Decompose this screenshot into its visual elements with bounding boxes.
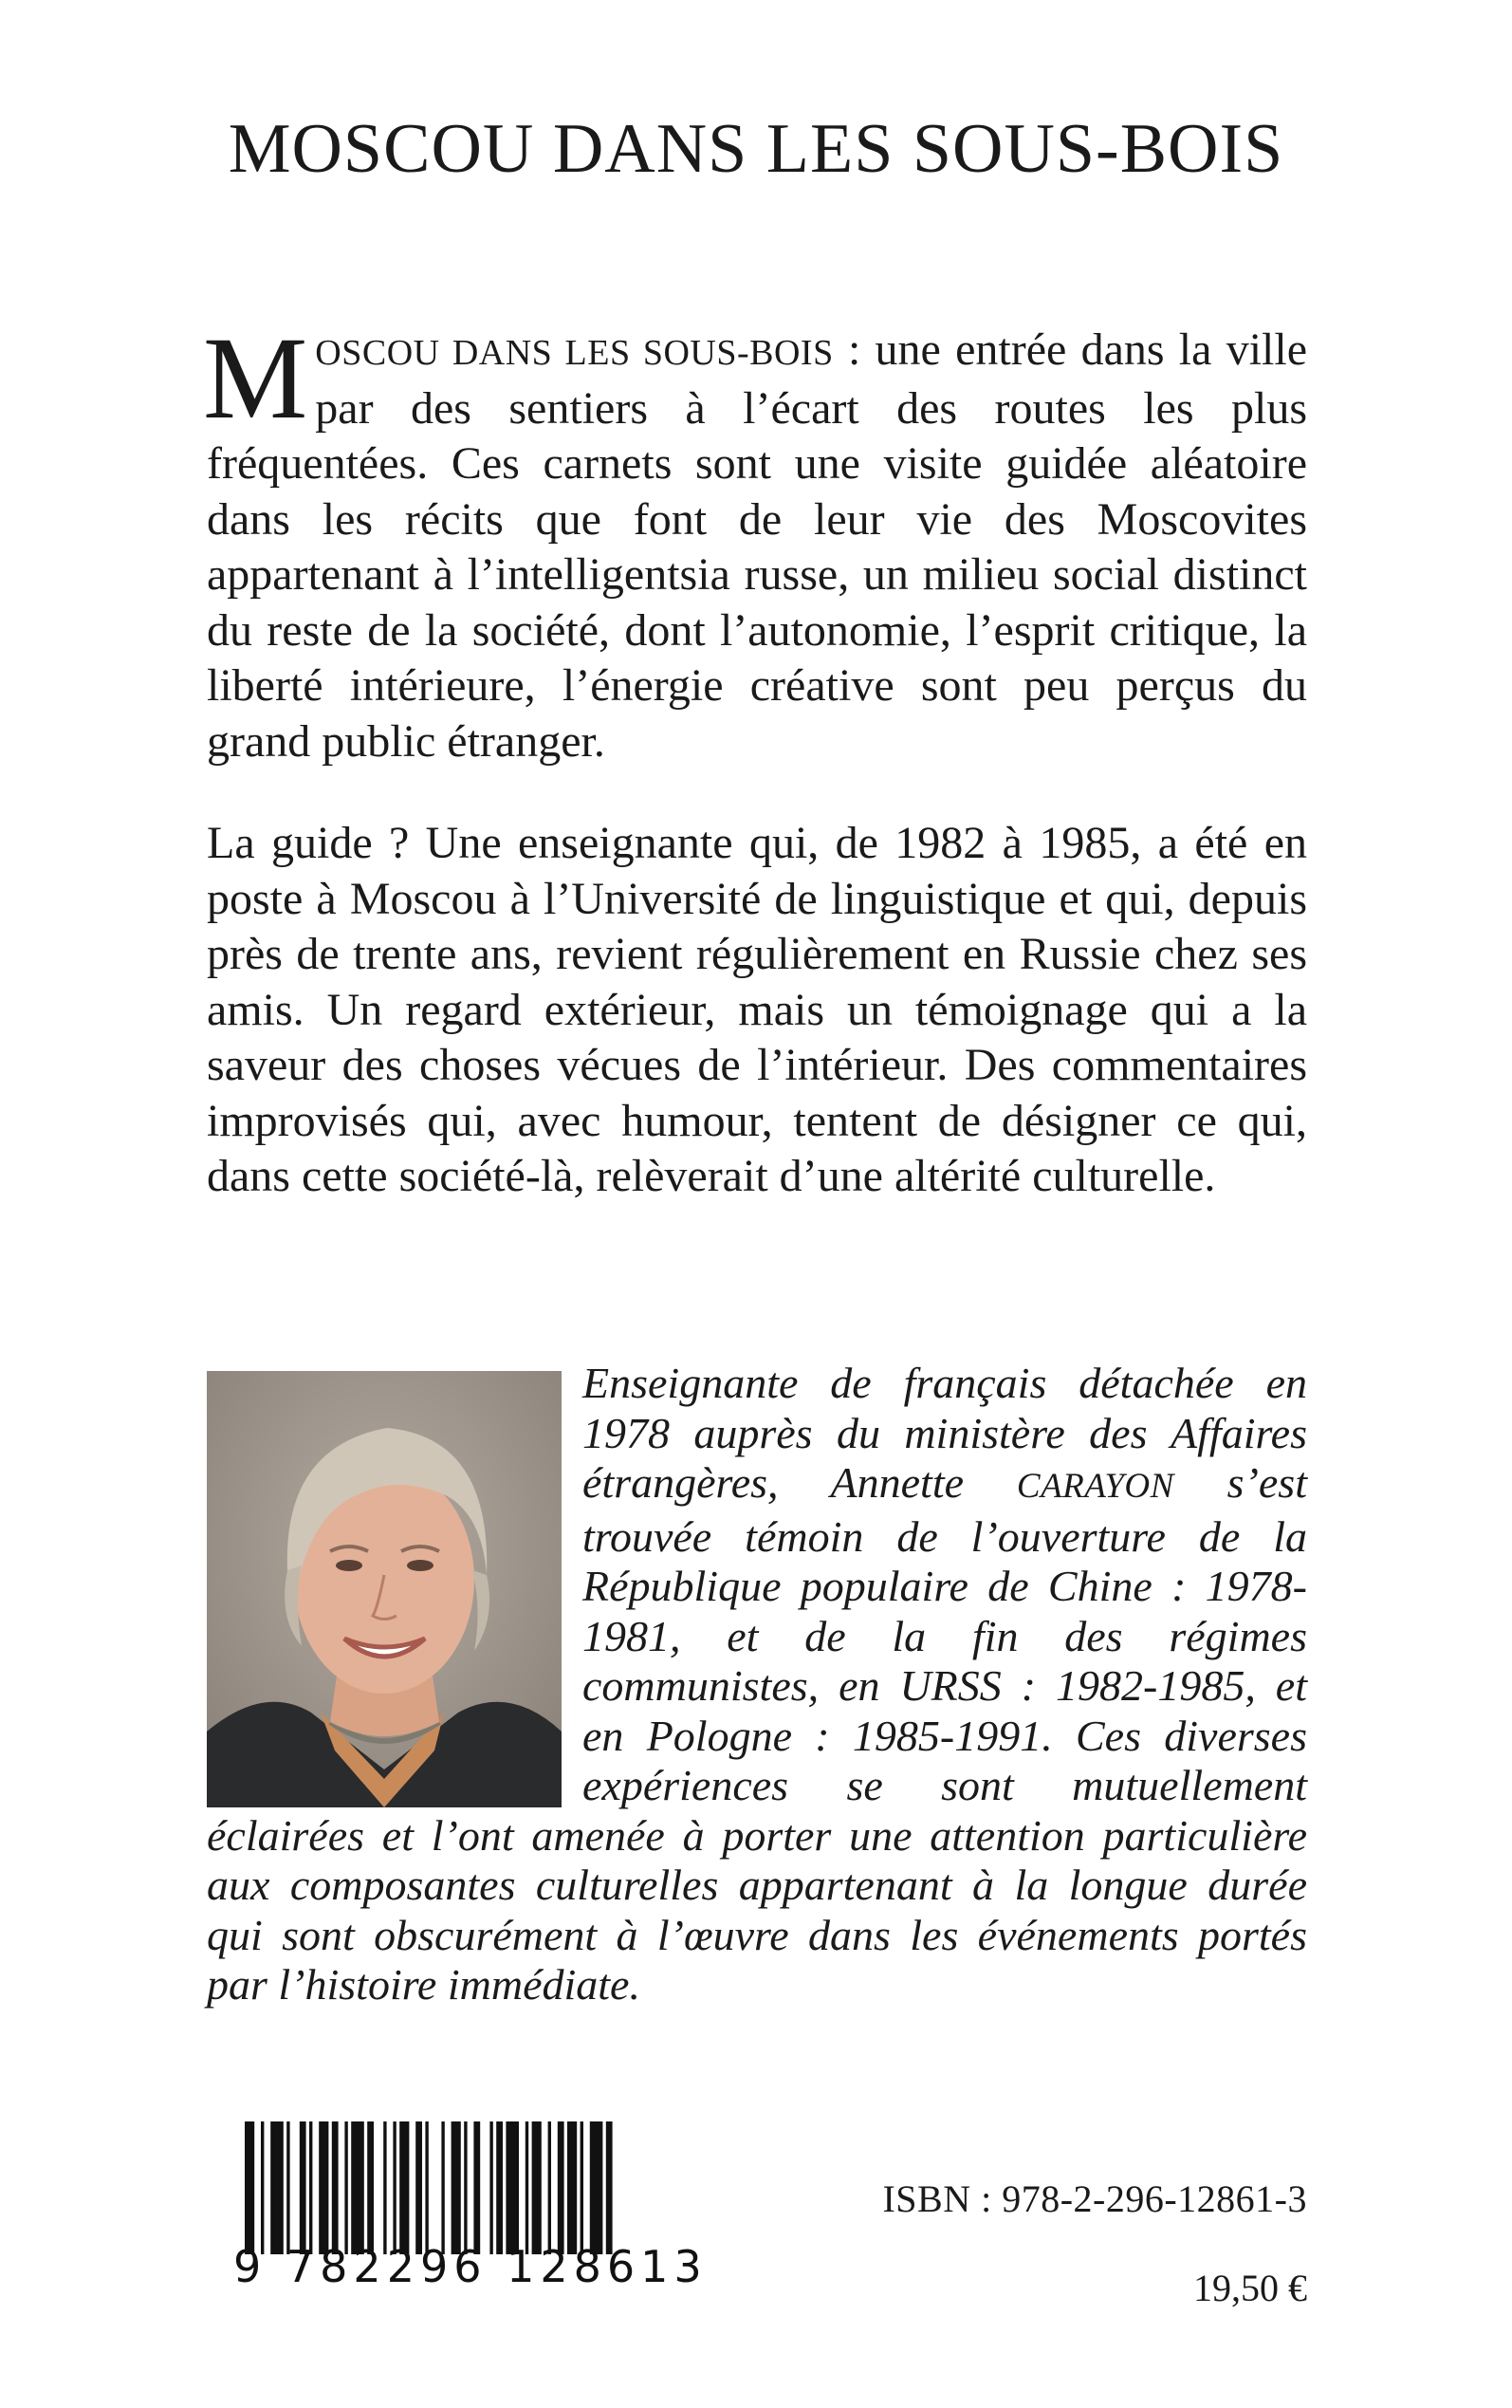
barcode-bar [367, 2121, 374, 2254]
barcode-digits: 9 782296 128613 [233, 2241, 708, 2292]
barcode-bar [245, 2121, 254, 2254]
price: 19,50 € [1193, 2267, 1307, 2309]
barcode-bar [309, 2121, 312, 2254]
barcode-bar [606, 2121, 613, 2254]
barcode-bar [270, 2121, 284, 2254]
author-biography [207, 1359, 1307, 2010]
bio-text-before: Enseignante de français détachée en 1978 auprès du ministère des Affaires étrangères, Annette [582, 1359, 1307, 1507]
barcode-bar [393, 2121, 396, 2254]
barcode-bar [452, 2121, 461, 2254]
barcode-bar [261, 2121, 264, 2254]
barcode-bar [399, 2121, 409, 2254]
barcode-bar [558, 2121, 564, 2254]
barcode-bar [581, 2121, 583, 2254]
barcode-bar [351, 2121, 364, 2254]
barcode-bars [245, 2121, 630, 2254]
synopsis-text-1: : une entrée dans la ville par des sentiers à l’écart des routes les plus fréquentées. Ces carnets sont une visite guidée aléatoire dans les récits que font de leur vie des Moscovites appartenant à l’intelligentsia russe, un milieu social distinct du reste de la société, dont l’autonomie, l’esprit critique, la liberté intérieure, l’énergie créative sont peu perçus du grand public étranger. [207, 324, 1308, 767]
barcode-bar [464, 2121, 467, 2254]
synopsis-paragraph-2 [207, 816, 1307, 1205]
barcode-bar [532, 2121, 542, 2254]
barcode-bar [441, 2121, 444, 2254]
book-title: MOSCOU DANS LES SOUS-BOIS [228, 110, 1284, 188]
barcode-bar [425, 2121, 428, 2254]
barcode-bar [473, 2121, 480, 2254]
barcode-bar [590, 2121, 603, 2254]
author-name: CARAYON [1016, 1467, 1174, 1506]
barcode-bar [286, 2121, 289, 2254]
barcode-bar [319, 2121, 328, 2254]
photo-spacer [207, 1359, 582, 1805]
drop-cap: M [203, 313, 308, 443]
barcode-bar [506, 2121, 519, 2254]
barcode [245, 2121, 630, 2254]
synopsis-paragraph-1 [203, 313, 1308, 769]
barcode-bar [567, 2121, 577, 2254]
barcode-bar [300, 2121, 306, 2254]
barcode-bar [383, 2121, 386, 2254]
barcode-bar [489, 2121, 492, 2254]
synopsis-lead-smallcaps: OSCOU DANS LES SOUS-BOIS [315, 333, 834, 373]
barcode-bar [526, 2121, 528, 2254]
barcode-bar [415, 2121, 422, 2254]
barcode-bar [332, 2121, 339, 2254]
synopsis-text-2: La guide ? Une enseignante qui, de 1982 à 1985, a été en poste à Moscou à l’Université de linguistique et qui, depuis près de trente ans, revient régulièrement en Russie chez ses amis. Un regard extérieur, mais un témoignage qui a la saveur des choses vécues de l’intérieur. Des commentaires improvisés qui, avec humour, tentent de désigner ce qui, dans cette société-là, relèverait d’une altérité culturelle. [207, 818, 1307, 1201]
bio-text-after: s’est trouvée témoin de l’ouverture de la République populaire de Chine : 1978-1981, et de la fin des régimes communistes, en URSS : 1982-1985, et en Pologne : 1985-1991. Ces diverses expériences se sont mutuellement éclairées et l’ont amenée à porter une attention particulière aux composantes culturelles appartenant à la longue durée qui sont obscurément à l’œuvre dans les événements portés par l’histoire immédiate. [207, 1458, 1307, 2009]
barcode-bar [344, 2121, 347, 2254]
barcode-bar [496, 2121, 503, 2254]
barcode-bar [548, 2121, 551, 2254]
isbn-number: ISBN : 978-2-296-12861-3 [882, 2177, 1307, 2220]
